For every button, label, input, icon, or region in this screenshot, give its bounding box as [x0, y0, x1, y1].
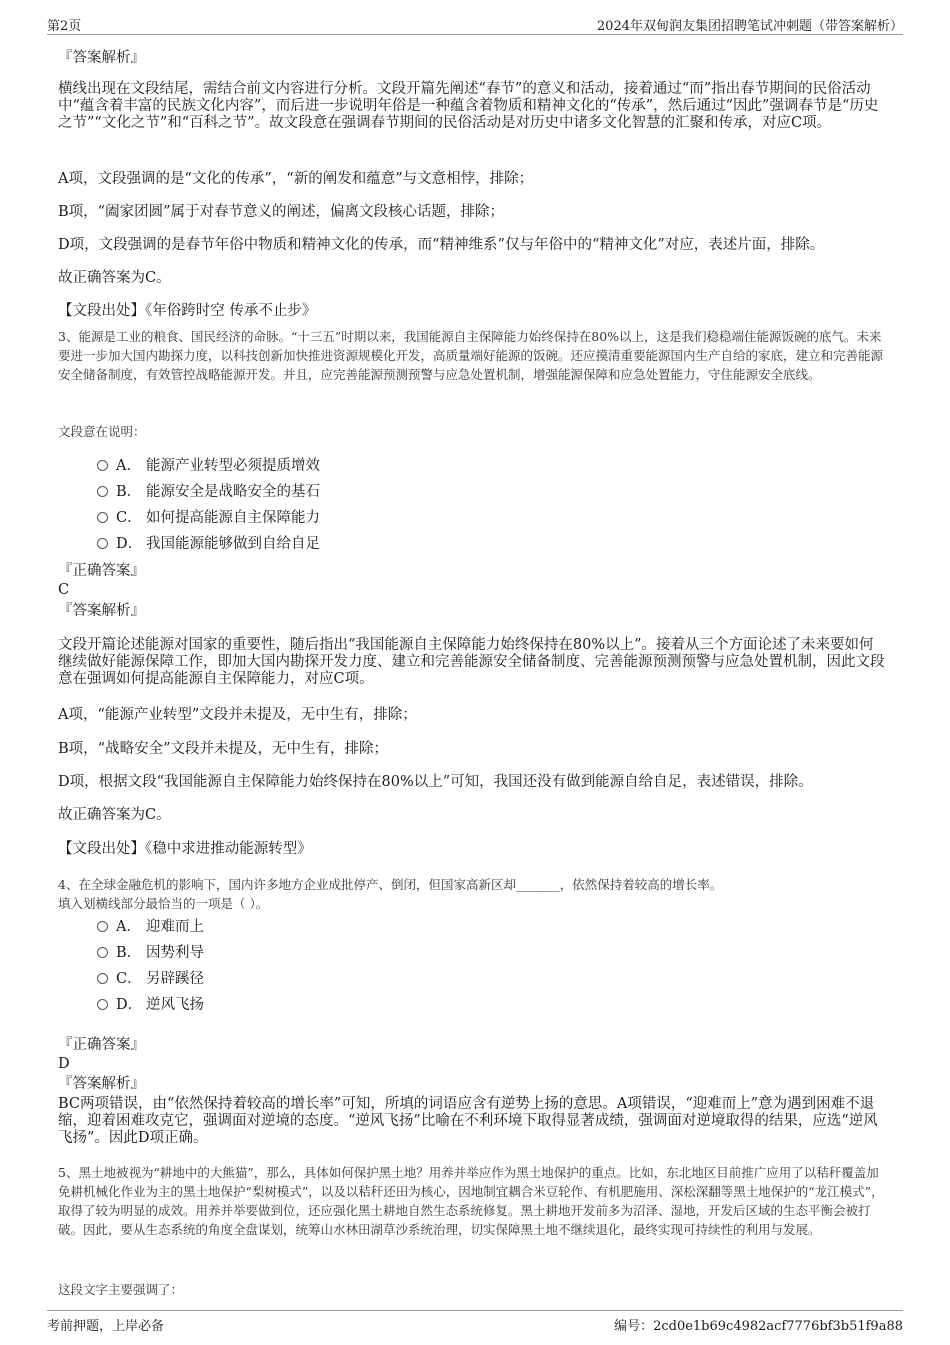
q2-source: 【文段出处】《年俗跨时空 传承不止步》 [58, 303, 317, 319]
q2-conclusion: 故正确答案为C。 [58, 270, 171, 286]
q4-option-a[interactable]: A． 迎难而上 [97, 917, 204, 937]
page-footer [47, 1310, 903, 1335]
q4-stem: 4、在全球金融危机的影响下，国内许多地方企业成批停产、倒闭，但国家高新区却_______，依然保持着较高的增长率。 [58, 877, 723, 892]
page-header [47, 12, 903, 35]
q2-option-d-note: D项，文段强调的是春节年俗中物质和精神文化的传承，而“精神维系”仅与年俗中的“精神文化”对应，表述片面，排除。 [58, 237, 825, 253]
q4-option-d[interactable]: D． 逆风飞扬 [97, 995, 204, 1015]
q3-analysis: 文段开篇论述能源对国家的重要性，随后指出“我国能源自主保障能力始终保持在80%以上”。接着从三个方面论述了未来要如何继续做好能源保障工作，即加大国内勘探开发力度、建立和完善能源安全储备制度、完善能源预测预警与应急处置机制，因此文段意在强调如何提高能源自主保障能力，对应C项。 [58, 637, 885, 687]
radio-icon[interactable] [97, 538, 108, 549]
page-number: 第2页 [47, 19, 82, 34]
q3-answer: C [58, 582, 70, 598]
radio-icon[interactable] [97, 460, 108, 471]
radio-icon[interactable] [97, 947, 108, 958]
radio-icon[interactable] [97, 512, 108, 523]
q4-option-b[interactable]: B． 因势利导 [97, 943, 204, 963]
document-id: 编号：2cd0e1b69c4982acf7776bf3b51f9a88 [614, 1319, 903, 1334]
radio-icon[interactable] [97, 921, 108, 932]
q3-option-a-note: A项，“能源产业转型”文段并未提及，无中生有，排除； [58, 707, 417, 723]
q2-option-a-note: A项，文段强调的是“文化的传承”，“新的阐发和蕴意”与文意相悖，排除； [58, 171, 534, 187]
q3-option-d[interactable]: D． 我国能源能够做到自给自足 [97, 534, 320, 554]
q3-option-d-note: D项，根据文段“我国能源自主保障能力始终保持在80%以上”可知，我国还没有做到能源自给自足，表述错误，排除。 [58, 774, 813, 790]
radio-icon[interactable] [97, 999, 108, 1010]
q3-option-c[interactable]: C． 如何提高能源自主保障能力 [97, 508, 320, 528]
q4-analysis: BC两项错误，由“依然保持着较高的增长率”可知，所填的词语应含有逆势上扬的意思。A项错误，“迎难而上”意为遇到困难不退缩，迎着困难攻克它，强调面对逆境的态度。“逆风飞扬”比喻在不利环境下取得显著成绩，强调面对逆境取得的结果，应选“逆风飞扬”。因此D项正确。 [58, 1096, 878, 1146]
footer-slogan: 考前押题，上岸必备 [47, 1319, 165, 1334]
q2-analysis-heading: 『答案解析』 [58, 50, 145, 66]
q4-analysis-heading: 『答案解析』 [58, 1076, 145, 1092]
q2-option-b-note: B项，“阖家团圆”属于对春节意义的阐述，偏离文段核心话题，排除； [58, 204, 504, 220]
q2-analysis: 横线出现在文段结尾，需结合前文内容进行分析。文段开篇先阐述“春节”的意义和活动，接着通过“而”指出春节期间的民俗活动中“蕴含着丰富的民族文化内容”，而后进一步说明年俗是一种蕴含着物质和精神文化的“传承”，然后通过“因此”强调春节是“历史之节”“文化之节”和“百科之节”。故文段意在强调春节期间的民俗活动是对历史中诸多文化智慧的汇聚和传承，对应C项。 [58, 81, 879, 131]
q3-analysis-heading: 『答案解析』 [58, 603, 145, 619]
q4-answer-heading: 『正确答案』 [58, 1037, 145, 1053]
radio-icon[interactable] [97, 486, 108, 497]
q3-prompt: 文段意在说明： [58, 424, 146, 439]
radio-icon[interactable] [97, 973, 108, 984]
q4-answer: D [58, 1056, 70, 1072]
q3-option-b-note: B项，“战略安全”文段并未提及，无中生有，排除； [58, 741, 388, 757]
q4-option-c[interactable]: C． 另辟蹊径 [97, 969, 204, 989]
q3-option-a[interactable]: A． 能源产业转型必须提质增效 [97, 456, 320, 476]
q3-conclusion: 故正确答案为C。 [58, 807, 171, 823]
q5-prompt: 这段文字主要强调了： [58, 1282, 184, 1297]
q3-option-b[interactable]: B． 能源安全是战略安全的基石 [97, 482, 320, 502]
q5-stem: 5、黑土地被视为“耕地中的大熊猫”，那么，具体如何保护黑土地？用养并举应作为黑土地保护的重点。比如，东北地区目前推广应用了以秸秆覆盖加免耕机械化作业为主的黑土地保护“梨树模式”，以及以秸秆还田为核心，因地制宜耦合米豆轮作、有机肥施用、深松深翻等黑土地保护的“龙江模式”，取得了较为明显的成效。用养并举要做到位，还应强化黑土耕地自然生态系统修复。黑土耕地开发前多为沼泽、湿地，开发后区域的生态平衡会被打破。因此，要从生态系统的角度全盘谋划，统筹山水林田湖草沙系统治理，切实保障黑土地不继续退化，最终实现可持续性的利用与发展。 [58, 1165, 884, 1237]
q3-stem: 3、能源是工业的粮食、国民经济的命脉。“十三五”时期以来，我国能源自主保障能力始终保持在80%以上，这是我们稳稳端住能源饭碗的底气。未来要进一步加大国内勘探力度，以科技创新加快推进资源规模化开发，高质量端好能源的饭碗。还应摸清重要能源国内生产自给的家底，建立和完善能源安全储备制度，有效管控战略能源开发。并且，应完善能源预测预警与应急处置机制，增强能源保障和应急处置能力，守住能源安全底线。 [58, 329, 884, 382]
document-title: 2024年双甸润友集团招聘笔试冲刺题（带答案解析） [596, 19, 903, 34]
q3-answer-heading: 『正确答案』 [58, 563, 145, 579]
q3-source: 【文段出处】《稳中求进推动能源转型》 [58, 841, 312, 857]
q4-prompt: 填入划横线部分最恰当的一项是（ ）。 [58, 896, 269, 911]
